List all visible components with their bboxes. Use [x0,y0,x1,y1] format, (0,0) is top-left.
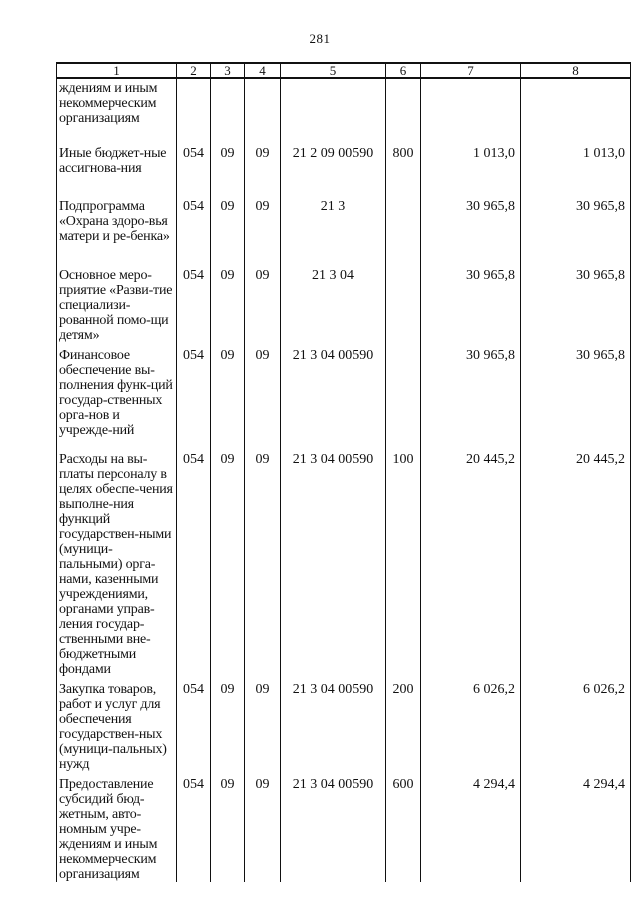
row-amount-col8 [521,78,631,141]
table-row [57,263,631,343]
table-body [57,78,631,882]
row-expense-type [386,263,421,343]
row-subsection-code: 09 [245,343,281,447]
budget-table [56,62,631,882]
table-row [57,194,631,263]
header-col-1: 1 [57,63,177,78]
row-amount-col7: 4 294,4 [421,772,521,882]
row-ministry-code: 054 [177,772,211,882]
header-col-6: 6 [386,63,421,78]
row-subsection-code: 09 [245,447,281,677]
row-section-code: 09 [211,343,245,447]
row-amount-col7: 1 013,0 [421,141,521,194]
header-col-3: 3 [211,63,245,78]
row-amount-col8: 4 294,4 [521,772,631,882]
row-subsection-code: 09 [245,772,281,882]
row-name: Основное меро-приятие «Разви-тие специализи-рованной помо-щи детям» [57,263,177,343]
row-ministry-code: 054 [177,447,211,677]
row-subsection-code: 09 [245,677,281,772]
header-col-2: 2 [177,63,211,78]
row-subsection-code [245,78,281,141]
row-expense-type [386,343,421,447]
row-amount-col7: 6 026,2 [421,677,521,772]
row-ministry-code: 054 [177,141,211,194]
row-section-code: 09 [211,141,245,194]
row-amount-col7: 30 965,8 [421,194,521,263]
row-name: Предоставление субсидий бюд-жетным, авто-номным учре-ждениям и иным некоммерческим организациям [57,772,177,882]
row-section-code: 09 [211,263,245,343]
row-amount-col7: 30 965,8 [421,263,521,343]
row-subsection-code: 09 [245,263,281,343]
row-target-article: 21 3 04 00590 [281,343,386,447]
row-amount-col8: 6 026,2 [521,677,631,772]
row-target-article: 21 3 04 00590 [281,447,386,677]
row-expense-type [386,78,421,141]
row-amount-col7: 30 965,8 [421,343,521,447]
row-target-article: 21 2 09 00590 [281,141,386,194]
table-row [57,772,631,882]
row-ministry-code: 054 [177,263,211,343]
row-amount-col8: 20 445,2 [521,447,631,677]
row-target-article: 21 3 04 [281,263,386,343]
table-row [57,141,631,194]
row-subsection-code: 09 [245,194,281,263]
header-col-8: 8 [521,63,631,78]
row-amount-col8: 30 965,8 [521,194,631,263]
row-expense-type [386,194,421,263]
row-expense-type: 800 [386,141,421,194]
row-amount-col8: 30 965,8 [521,263,631,343]
header-row [57,63,631,78]
row-target-article: 21 3 04 00590 [281,677,386,772]
row-name: ждениям и иным некоммерческим организациям [57,78,177,141]
row-name: Финансовое обеспечение вы-полнения функ-ций государ-ственных орга-нов и учрежде-ний [57,343,177,447]
row-target-article [281,78,386,141]
row-amount-col8: 1 013,0 [521,141,631,194]
row-target-article: 21 3 04 00590 [281,772,386,882]
row-amount-col8: 30 965,8 [521,343,631,447]
row-expense-type: 100 [386,447,421,677]
table-row [57,343,631,447]
row-subsection-code: 09 [245,141,281,194]
row-ministry-code: 054 [177,677,211,772]
row-amount-col7: 20 445,2 [421,447,521,677]
row-section-code: 09 [211,677,245,772]
row-expense-type: 200 [386,677,421,772]
row-name: Расходы на вы-платы персоналу в целях обеспе-чения выполне-ния функций государствен-ными (муници-пальными) орга-нами, казенными учреждениями, органами управ-ления государ-ственными вне-бюджетными фондами [57,447,177,677]
row-section-code: 09 [211,194,245,263]
row-amount-col7 [421,78,521,141]
budget-table-container [56,62,630,882]
row-ministry-code: 054 [177,343,211,447]
row-section-code [211,78,245,141]
row-section-code: 09 [211,772,245,882]
row-name: Закупка товаров, работ и услуг для обеспечения государствен-ных (муници-пальных) нужд [57,677,177,772]
table-row [57,447,631,677]
row-ministry-code [177,78,211,141]
row-ministry-code: 054 [177,194,211,263]
header-col-7: 7 [421,63,521,78]
header-col-5: 5 [281,63,386,78]
table-row [57,78,631,141]
row-name: Подпрограмма «Охрана здоро-вья матери и ре-бенка» [57,194,177,263]
header-col-4: 4 [245,63,281,78]
table-header [57,63,631,78]
row-target-article: 21 3 [281,194,386,263]
row-name: Иные бюджет-ные ассигнова-ния [57,141,177,194]
row-section-code: 09 [211,447,245,677]
table-row [57,677,631,772]
page-number: 281 [309,31,331,46]
row-expense-type: 600 [386,772,421,882]
